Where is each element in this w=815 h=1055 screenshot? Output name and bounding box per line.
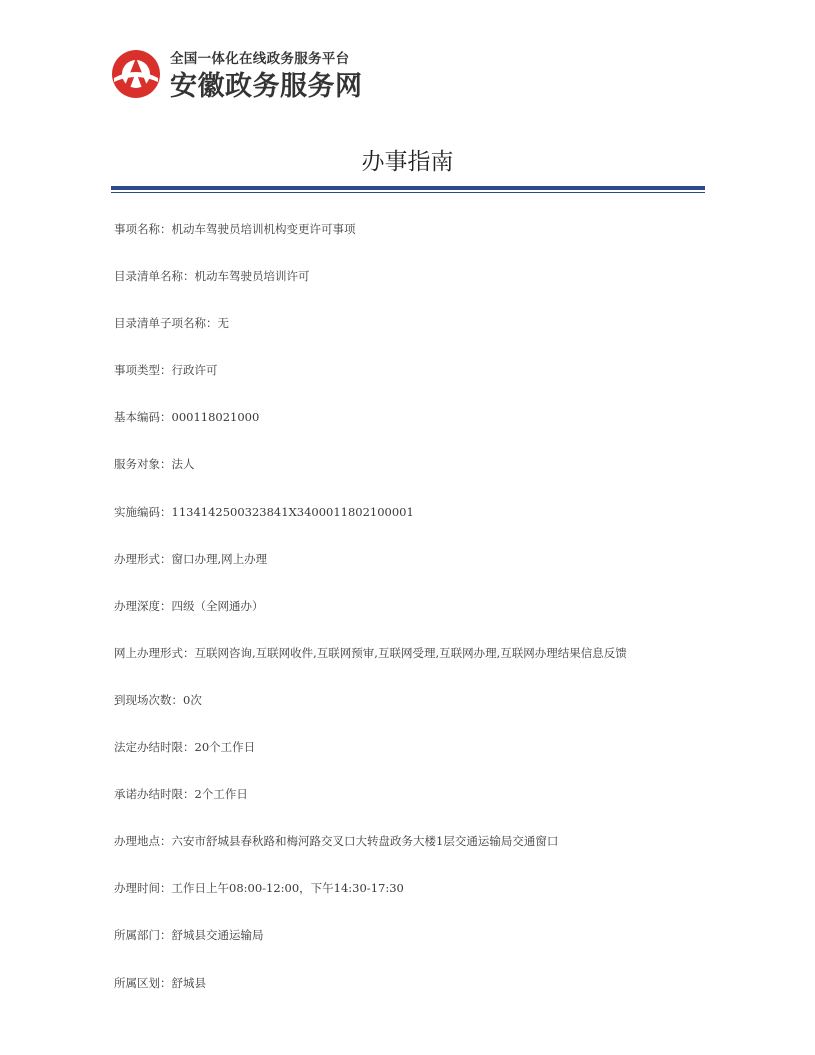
- field-value: 0次: [183, 692, 202, 707]
- field-label: 办理地点：: [114, 834, 172, 849]
- field-item-name: [114, 221, 714, 268]
- field-label: 事项类型：: [114, 363, 172, 378]
- field-label: 目录清单子项名称：: [114, 316, 218, 331]
- field-value: 窗口办理,网上办理: [171, 551, 268, 566]
- field-onsite-visits: [114, 692, 714, 739]
- field-office-hours: [114, 880, 714, 927]
- field-basic-code: [114, 409, 714, 456]
- field-online-form: [114, 645, 714, 692]
- field-location: [114, 833, 714, 880]
- field-service-target: [114, 456, 714, 503]
- field-region: [114, 975, 714, 1022]
- page-title: 办事指南: [361, 149, 454, 175]
- field-value: 四级（全网通办）: [171, 598, 264, 613]
- site-header: [110, 44, 410, 100]
- field-value: 工作日上午08:00-12:00，下午14:30-17:30: [171, 881, 404, 896]
- field-label: 承诺办结时限：: [114, 787, 195, 802]
- title-divider-thick: [111, 186, 705, 190]
- field-catalog-subitem: [114, 315, 714, 362]
- guide-fields: [114, 221, 714, 1022]
- site-name: 安徽政务服务网: [170, 71, 363, 102]
- field-implementation-code: [114, 504, 714, 551]
- field-label: 到现场次数：: [114, 692, 183, 707]
- field-legal-time-limit: [114, 739, 714, 786]
- field-value: 2个工作日: [194, 787, 248, 802]
- field-label: 法定办结时限：: [114, 740, 195, 755]
- field-value: 000118021000: [171, 410, 260, 425]
- title-divider-thin: [111, 192, 705, 193]
- field-department: [114, 927, 714, 974]
- field-label: 所属区划：: [114, 975, 172, 990]
- field-label: 所属部门：: [114, 928, 172, 943]
- field-label: 网上办理形式：: [114, 645, 195, 660]
- field-handling-form: [114, 551, 714, 598]
- field-promised-time-limit: [114, 786, 714, 833]
- field-label: 办理时间：: [114, 881, 172, 896]
- field-label: 基本编码：: [114, 410, 172, 425]
- field-label: 事项名称：: [114, 222, 172, 236]
- field-value: 1134142500323841X3400011802100001: [171, 504, 414, 519]
- field-value: 法人: [171, 457, 195, 472]
- field-value: 互联网咨询,互联网收件,互联网预审,互联网受理,互联网办理,互联网办理结果信息反馈: [194, 645, 627, 660]
- field-label: 服务对象：: [114, 457, 172, 472]
- field-value: 20个工作日: [194, 740, 256, 755]
- field-value: 六安市舒城县春秋路和梅河路交叉口大转盘政务大楼1层交通运输局交通窗口: [171, 834, 559, 849]
- field-handling-depth: [114, 598, 714, 645]
- field-value: 行政许可: [171, 363, 218, 378]
- field-value: 舒城县交通运输局: [171, 928, 264, 943]
- field-value: 舒城县: [171, 975, 206, 990]
- anhui-logo-icon: [110, 48, 162, 100]
- field-label: 目录清单名称：: [114, 269, 195, 284]
- field-value: 无: [217, 316, 229, 331]
- platform-tagline: 全国一体化在线政务服务平台: [170, 51, 350, 67]
- field-label: 办理深度：: [114, 598, 172, 613]
- field-label: 办理形式：: [114, 551, 172, 566]
- field-value: 机动车驾驶员培训许可: [194, 269, 310, 284]
- field-catalog-name: [114, 268, 714, 315]
- field-item-type: [114, 362, 714, 409]
- field-label: 实施编码：: [114, 504, 172, 519]
- field-value: 机动车驾驶员培训机构变更许可事项: [171, 222, 356, 236]
